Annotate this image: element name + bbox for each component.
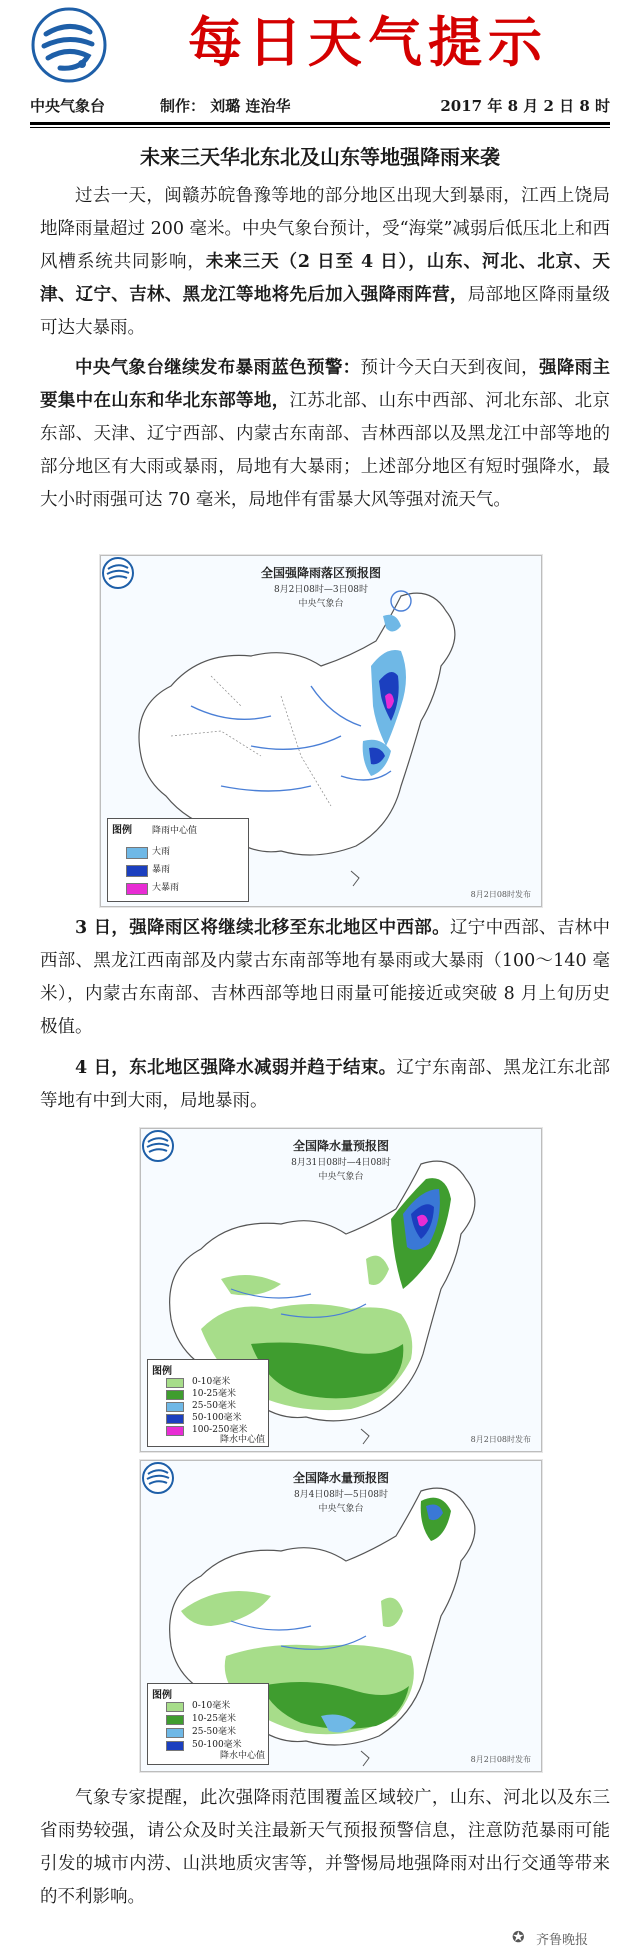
map2-legend xyxy=(147,1359,269,1447)
paragraph-1 xyxy=(40,180,610,350)
p1-text-c: 局部地区降雨量级可达大暴雨。 xyxy=(40,285,611,338)
map2-swatch-2 xyxy=(166,1390,184,1400)
map1-legend-center: 降雨中心值 xyxy=(152,826,198,836)
p4-text-b: 辽宁东南部、黑龙江东北部等地有中到大雨，局地暴雨。 xyxy=(40,1058,610,1111)
p2-bold-c: 强降雨主要集中在山东和华北东部等地， xyxy=(40,358,611,411)
p2-warning: 中央气象台继续发布暴雨蓝色预警： xyxy=(75,358,361,378)
makers-label: 制作： 刘璐 连治华 xyxy=(160,97,291,115)
map1-agency: 中央气象台 xyxy=(298,599,344,609)
paragraph-4 xyxy=(40,1052,610,1122)
paragraph-5: 气象专家提醒，此次强降雨范围覆盖区域较广，山东、河北以及东三省雨势较强，请公众及时关注最新天气预报预警信息，注意防范暴雨可能引发的城市内涝、山洪地质灾害等，并警惕局地强降雨对出行交通等带来的不利影响。 xyxy=(40,1788,610,1907)
map2-period: 8月31日08时—4日08时 xyxy=(291,1158,391,1168)
map2-legend-4: 50-100毫米 xyxy=(192,1413,242,1423)
map3-swatch-2 xyxy=(166,1715,184,1725)
map-precipitation-forecast-2 xyxy=(140,1460,542,1772)
map3-swatch-3 xyxy=(166,1728,184,1738)
paragraph-2 xyxy=(40,352,610,552)
map3-footer: 8月2日08时发布 xyxy=(470,1755,531,1764)
p2-text-d: 江苏北部、山东中西部、河北东部、北京东部、天津、辽宁西部、内蒙古东南部、吉林西部以及黑龙江中部等地的部分地区有大雨或暴雨，局地有大暴雨；上述部分地区有短时强降水，最大小时雨强可达 70 毫米，局地伴有雷暴大风等强对流天气。 xyxy=(40,391,610,510)
map2-legend-3: 25-50毫米 xyxy=(192,1401,236,1411)
cma-logo-icon xyxy=(30,6,108,84)
paragraph-3 xyxy=(40,912,610,1052)
meta-row xyxy=(30,92,610,120)
map1-legend xyxy=(107,818,249,902)
p2-text-b: 预计今天白天到夜间， xyxy=(360,358,539,378)
map3-legend-5: 降水中心值 xyxy=(220,1751,266,1761)
p3-text-b: 辽宁中西部、吉林中西部、黑龙江西南部及内蒙古东南部等地有暴雨或大暴雨（100～140 毫米），内蒙古东南部、吉林西部等地日雨量可能接近或突破 8 月上旬历史极值。 xyxy=(40,918,610,1037)
header-rule-thin xyxy=(30,127,610,128)
map3-agency: 中央气象台 xyxy=(318,1504,364,1514)
p3-bold: 3 日，强降雨区将继续北移至东北地区中西部。 xyxy=(75,918,450,938)
map2-legend-2: 10-25毫米 xyxy=(192,1389,236,1399)
map3-legend-2: 10-25毫米 xyxy=(192,1714,236,1724)
header xyxy=(0,0,640,92)
map1-legend-severe: 大暴雨 xyxy=(152,883,180,893)
map-precipitation-forecast-1 xyxy=(140,1128,542,1452)
map3-legend-3: 25-50毫米 xyxy=(192,1727,236,1737)
map1-swatch-severe xyxy=(126,883,148,895)
map3-period: 8月4日08时—5日08时 xyxy=(293,1490,389,1500)
map1-swatch-heavy xyxy=(126,847,148,859)
map1-period: 8月2日08时—3日08时 xyxy=(273,585,369,595)
map2-agency: 中央气象台 xyxy=(318,1172,364,1182)
map2-swatch-3 xyxy=(166,1402,184,1412)
map1-legend-title: 图例 xyxy=(112,825,132,836)
map3-legend-4: 50-100毫米 xyxy=(192,1740,242,1750)
map1-legend-heavy: 大雨 xyxy=(152,847,171,857)
map1-footer: 8月2日08时发布 xyxy=(470,890,531,899)
map2-swatch-5 xyxy=(166,1426,184,1436)
headline: 未来三天华北东北及山东等地强降雨来袭 xyxy=(140,145,500,169)
map3-title: 全国降水量预报图 xyxy=(292,1471,389,1485)
weibo-watermark xyxy=(512,1928,636,1948)
map2-swatch-1 xyxy=(166,1378,184,1388)
map3-swatch-1 xyxy=(166,1702,184,1712)
map3-swatch-4 xyxy=(166,1741,184,1751)
map3-legend-title: 图例 xyxy=(152,1690,172,1701)
page-title: 每日天气提示 xyxy=(188,11,548,74)
p4-bold: 4 日，东北地区强降水减弱并趋于结束。 xyxy=(75,1058,397,1078)
map3-legend-1: 0-10毫米 xyxy=(192,1701,231,1711)
map1-title: 全国强降雨落区预报图 xyxy=(260,566,381,580)
map2-legend-1: 0-10毫米 xyxy=(192,1377,231,1387)
map2-title: 全国降水量预报图 xyxy=(292,1139,389,1153)
p1-bold: 未来三天（2 日至 4 日），山东、河北、北京、天津、辽宁、吉林、黑龙江等地将先后加入强降雨阵营， xyxy=(40,252,610,305)
map1-swatch-storm xyxy=(126,865,148,877)
weibo-icon: ✪ xyxy=(512,1928,525,1946)
map2-legend-5: 100-250毫米 xyxy=(192,1425,248,1435)
map3-legend xyxy=(147,1683,269,1765)
map1-legend-storm: 暴雨 xyxy=(152,865,171,875)
map-heavy-rain-forecast xyxy=(100,555,542,907)
header-rule-thick xyxy=(30,122,610,125)
map2-footer: 8月2日08时发布 xyxy=(470,1435,531,1444)
watermark-text: 齐鲁晚报 xyxy=(536,1933,589,1948)
p1-text-a: 过去一天，闽赣苏皖鲁豫等地的部分地区出现大到暴雨，江西上饶局地降雨量超过 200 毫米。中央气象台预计，受“海棠”减弱后低压北上和西风槽系统共同影响， xyxy=(40,186,610,272)
map2-swatch-4 xyxy=(166,1414,184,1424)
map2-legend-6: 降水中心值 xyxy=(220,1435,266,1445)
map2-legend-title: 图例 xyxy=(152,1366,172,1377)
issue-date: 2017 年 8 月 2 日 8 时 xyxy=(440,97,610,115)
agency-label: 中央气象台 xyxy=(30,97,106,115)
